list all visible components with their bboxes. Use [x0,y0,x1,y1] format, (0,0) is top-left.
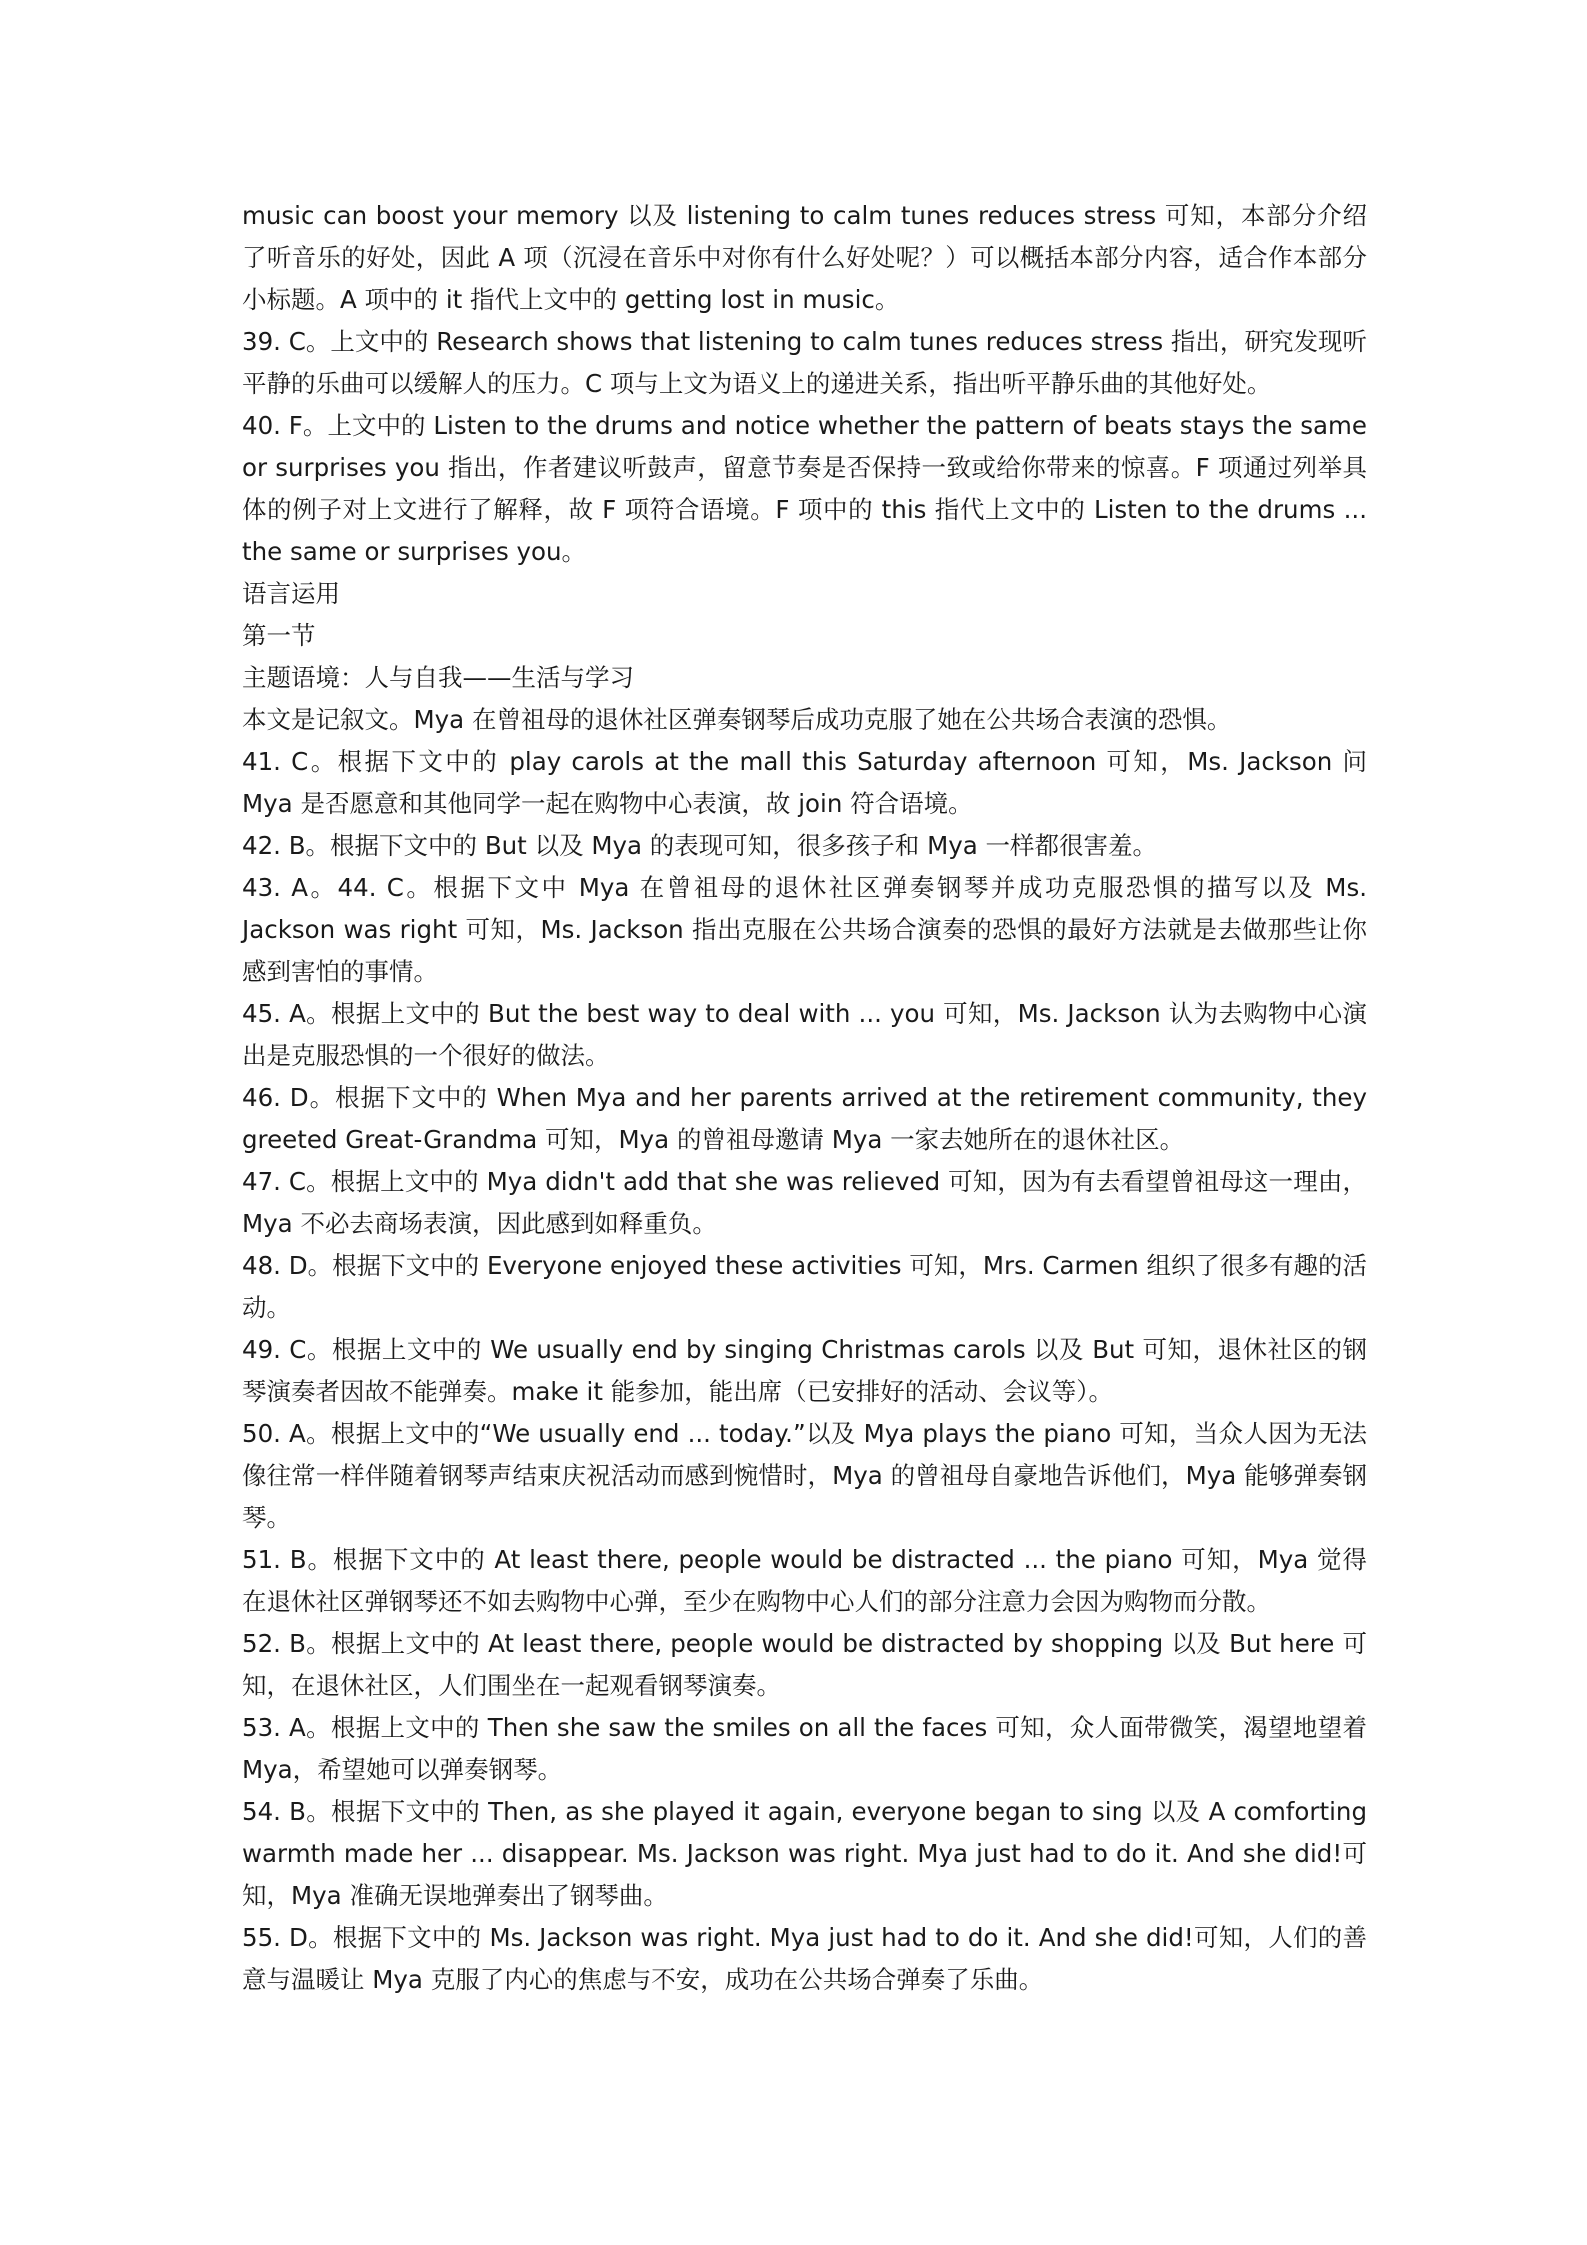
paragraph-answer-49: 49. C。根据上文中的 We usually end by singing Christmas carols 以及 But 可知，退休社区的钢琴演奏者因故不能弹奏。make it 能参加，能出席（已安排好的活动、会议等）。 [242,1335,1367,1406]
document-page [242,195,1367,2001]
paragraph-answer-47: 47. C。根据上文中的 Mya didn't add that she was relieved 可知，因为有去看望曾祖母这一理由，Mya 不必去商场表演，因此感到如释重负。 [242,1167,1367,1238]
paragraph-answer-55: 55. D。根据下文中的 Ms. Jackson was right. Mya just had to do it. And she did!可知，人们的善意与温暖让 Mya 克服了内心的焦虑与不安，成功在公共场合弹奏了乐曲。 [242,1923,1367,1994]
section-heading-language-use: 语言运用 [242,579,340,608]
paragraph-answer-48: 48. D。根据下文中的 Everyone enjoyed these activities 可知，Mrs. Carmen 组织了很多有趣的活动。 [242,1251,1367,1322]
paragraph-answer-45: 45. A。根据上文中的 But the best way to deal with ... you 可知，Ms. Jackson 认为去购物中心演出是克服恐惧的一个很好的做法。 [242,999,1367,1070]
passage-summary: 本文是记叙文。Mya 在曾祖母的退休社区弹奏钢琴后成功克服了她在公共场合表演的恐惧。 [242,705,1232,734]
paragraph-answer-40: 40. F。上文中的 Listen to the drums and notice whether the pattern of beats stays the same or surprises you 指出，作者建议听鼓声，留意节奏是否保持一致或给你带来的惊喜。F 项通过列举具体的例子对上文进行了解释，故 F 项符合语境。F 项中的 this 指代上文中的 Listen to the drums ... the same or surprises you。 [242,411,1367,566]
paragraph-answer-43-44: 43. A。44. C。根据下文中 Mya 在曾祖母的退休社区弹奏钢琴并成功克服恐惧的描写以及 Ms. Jackson was right 可知，Ms. Jackson 指出克服在公共场合演奏的恐惧的最好方法就是去做那些让你感到害怕的事情。 [242,873,1367,986]
paragraph-answer-51: 51. B。根据下文中的 At least there, people would be distracted ... the piano 可知，Mya 觉得在退休社区弹钢琴还不如去购物中心弹，至少在购物中心人们的部分注意力会因为购物而分散。 [242,1545,1367,1616]
theme-context: 主题语境：人与自我——生活与学习 [242,663,634,692]
paragraph-answer-39: 39. C。上文中的 Research shows that listening to calm tunes reduces stress 指出，研究发现听平静的乐曲可以缓解人的压力。C 项与上文为语义上的递进关系，指出听平静乐曲的其他好处。 [242,327,1367,398]
paragraph-intro-38: music can boost your memory 以及 listening to calm tunes reduces stress 可知，本部分介绍了听音乐的好处，因此 A 项（沉浸在音乐中对你有什么好处呢？）可以概括本部分内容，适合作本部分小标题。A 项中的 it 指代上文中的 getting lost in music。 [242,201,1367,314]
paragraph-answer-50: 50. A。根据上文中的“We usually end ... today.”以及 Mya plays the piano 可知，当众人因为无法像往常一样伴随着钢琴声结束庆祝活动而感到惋惜时，Mya 的曾祖母自豪地告诉他们，Mya 能够弹奏钢琴。 [242,1419,1367,1532]
paragraph-answer-54: 54. B。根据下文中的 Then, as she played it again, everyone began to sing 以及 A comforting warmth made her ... disappear. Ms. Jackson was right. Mya just had to do it. And she did!可知，Mya 准确无误地弹奏出了钢琴曲。 [242,1797,1367,1910]
paragraph-answer-52: 52. B。根据上文中的 At least there, people would be distracted by shopping 以及 But here 可知，在退休社区，人们围坐在一起观看钢琴演奏。 [242,1629,1367,1700]
paragraph-answer-41: 41. C。根据下文中的 play carols at the mall this Saturday afternoon 可知，Ms. Jackson 问 Mya 是否愿意和其他同学一起在购物中心表演，故 join 符合语境。 [242,747,1367,818]
paragraph-answer-46: 46. D。根据下文中的 When Mya and her parents arrived at the retirement community, they greeted Great-Grandma 可知，Mya 的曾祖母邀请 Mya 一家去她所在的退休社区。 [242,1083,1367,1154]
paragraph-answer-53: 53. A。根据上文中的 Then she saw the smiles on all the faces 可知，众人面带微笑，渴望地望着 Mya，希望她可以弹奏钢琴。 [242,1713,1367,1784]
section-heading-part-one: 第一节 [242,621,316,650]
paragraph-answer-42: 42. B。根据下文中的 But 以及 Mya 的表现可知，很多孩子和 Mya 一样都很害羞。 [242,831,1158,860]
